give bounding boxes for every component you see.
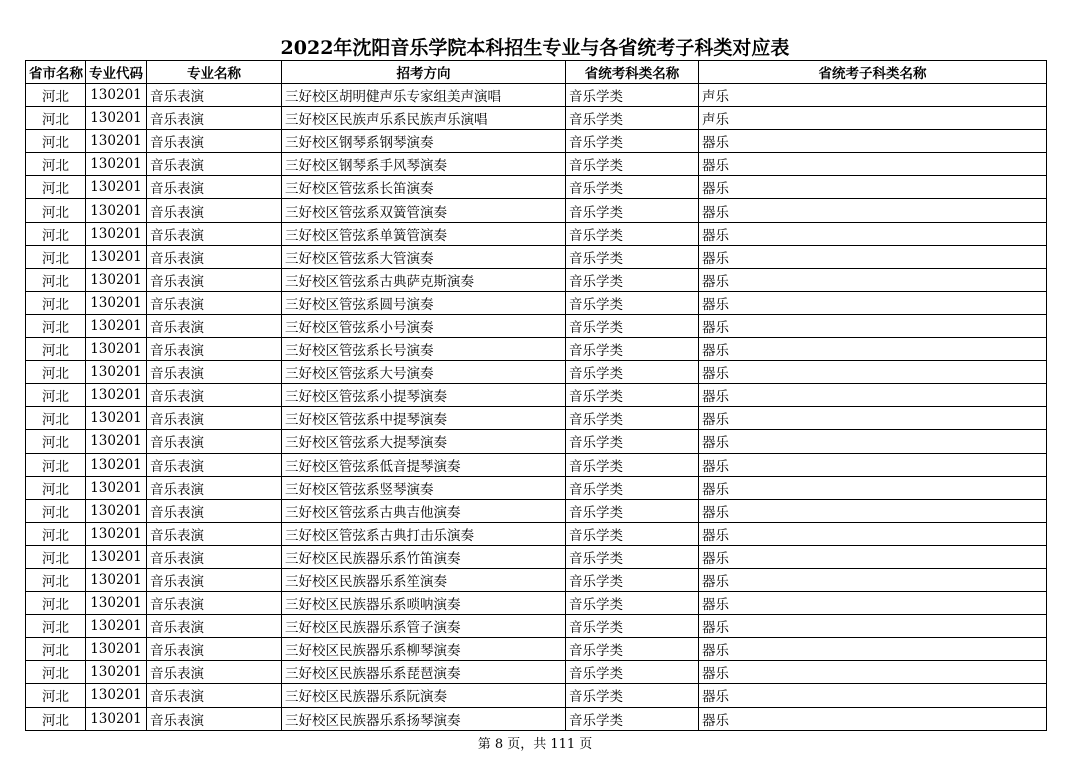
cell-subcategory: 器乐 <box>699 268 1047 291</box>
table-row <box>26 430 1047 453</box>
table-row <box>26 661 1047 684</box>
cell-major-code: 130201 <box>86 245 147 268</box>
cell-category: 音乐学类 <box>566 384 699 407</box>
cell-category: 音乐学类 <box>566 107 699 130</box>
cell-direction: 三好校区管弦系小提琴演奏 <box>282 384 566 407</box>
cell-major-name: 音乐表演 <box>147 361 282 384</box>
cell-direction: 三好校区民族器乐系唢呐演奏 <box>282 592 566 615</box>
table-row <box>26 314 1047 337</box>
cell-province: 河北 <box>26 707 86 730</box>
table-row <box>26 407 1047 430</box>
cell-subcategory: 器乐 <box>699 638 1047 661</box>
cell-major-name: 音乐表演 <box>147 268 282 291</box>
cell-major-code: 130201 <box>86 522 147 545</box>
table-row <box>26 592 1047 615</box>
cell-category: 音乐学类 <box>566 338 699 361</box>
cell-major-code: 130201 <box>86 499 147 522</box>
cell-direction: 三好校区管弦系圆号演奏 <box>282 291 566 314</box>
cell-major-code: 130201 <box>86 638 147 661</box>
cell-direction: 三好校区管弦系低音提琴演奏 <box>282 453 566 476</box>
table-row <box>26 499 1047 522</box>
cell-province: 河北 <box>26 176 86 199</box>
cell-major-name: 音乐表演 <box>147 661 282 684</box>
table-row <box>26 384 1047 407</box>
cell-direction: 三好校区民族器乐系竹笛演奏 <box>282 545 566 568</box>
cell-major-name: 音乐表演 <box>147 130 282 153</box>
cell-province: 河北 <box>26 199 86 222</box>
cell-major-code: 130201 <box>86 361 147 384</box>
cell-category: 音乐学类 <box>566 430 699 453</box>
cell-category: 音乐学类 <box>566 522 699 545</box>
cell-major-name: 音乐表演 <box>147 453 282 476</box>
cell-direction: 三好校区民族器乐系扬琴演奏 <box>282 707 566 730</box>
cell-direction: 三好校区民族器乐系管子演奏 <box>282 615 566 638</box>
cell-direction: 三好校区民族声乐系民族声乐演唱 <box>282 107 566 130</box>
cell-category: 音乐学类 <box>566 638 699 661</box>
cell-province: 河北 <box>26 499 86 522</box>
cell-major-code: 130201 <box>86 153 147 176</box>
cell-category: 音乐学类 <box>566 707 699 730</box>
cell-major-code: 130201 <box>86 268 147 291</box>
table-row <box>26 522 1047 545</box>
cell-province: 河北 <box>26 407 86 430</box>
cell-major-name: 音乐表演 <box>147 499 282 522</box>
table-row <box>26 638 1047 661</box>
cell-subcategory: 器乐 <box>699 615 1047 638</box>
cell-subcategory: 器乐 <box>699 592 1047 615</box>
cell-province: 河北 <box>26 130 86 153</box>
cell-major-name: 音乐表演 <box>147 638 282 661</box>
cell-major-code: 130201 <box>86 615 147 638</box>
cell-category: 音乐学类 <box>566 568 699 591</box>
cell-subcategory: 器乐 <box>699 222 1047 245</box>
cell-subcategory: 器乐 <box>699 153 1047 176</box>
cell-direction: 三好校区民族器乐系柳琴演奏 <box>282 638 566 661</box>
table-row <box>26 476 1047 499</box>
cell-major-code: 130201 <box>86 707 147 730</box>
cell-subcategory: 器乐 <box>699 291 1047 314</box>
cell-direction: 三好校区胡明健声乐专家组美声演唱 <box>282 84 566 107</box>
cell-province: 河北 <box>26 568 86 591</box>
cell-major-code: 130201 <box>86 84 147 107</box>
header-subcategory: 省统考子科类名称 <box>699 61 1047 84</box>
cell-subcategory: 器乐 <box>699 568 1047 591</box>
cell-major-code: 130201 <box>86 130 147 153</box>
table-row <box>26 222 1047 245</box>
cell-major-code: 130201 <box>86 291 147 314</box>
admissions-table <box>25 60 1047 731</box>
cell-major-code: 130201 <box>86 222 147 245</box>
cell-province: 河北 <box>26 84 86 107</box>
cell-province: 河北 <box>26 153 86 176</box>
cell-direction: 三好校区管弦系古典萨克斯演奏 <box>282 268 566 291</box>
cell-direction: 三好校区管弦系古典打击乐演奏 <box>282 522 566 545</box>
cell-direction: 三好校区钢琴系手风琴演奏 <box>282 153 566 176</box>
cell-province: 河北 <box>26 522 86 545</box>
cell-province: 河北 <box>26 661 86 684</box>
cell-direction: 三好校区管弦系双簧管演奏 <box>282 199 566 222</box>
cell-major-code: 130201 <box>86 338 147 361</box>
cell-major-code: 130201 <box>86 199 147 222</box>
cell-major-name: 音乐表演 <box>147 545 282 568</box>
cell-province: 河北 <box>26 314 86 337</box>
cell-category: 音乐学类 <box>566 314 699 337</box>
cell-major-code: 130201 <box>86 407 147 430</box>
cell-direction: 三好校区民族器乐系阮演奏 <box>282 684 566 707</box>
table-row <box>26 130 1047 153</box>
cell-major-name: 音乐表演 <box>147 707 282 730</box>
cell-major-name: 音乐表演 <box>147 153 282 176</box>
cell-category: 音乐学类 <box>566 407 699 430</box>
cell-subcategory: 器乐 <box>699 361 1047 384</box>
cell-category: 音乐学类 <box>566 361 699 384</box>
cell-subcategory: 器乐 <box>699 661 1047 684</box>
cell-subcategory: 器乐 <box>699 338 1047 361</box>
cell-province: 河北 <box>26 476 86 499</box>
table-row <box>26 684 1047 707</box>
table-row <box>26 707 1047 730</box>
table-row <box>26 615 1047 638</box>
table-row <box>26 176 1047 199</box>
table-row <box>26 291 1047 314</box>
cell-major-code: 130201 <box>86 453 147 476</box>
cell-province: 河北 <box>26 338 86 361</box>
cell-category: 音乐学类 <box>566 222 699 245</box>
cell-province: 河北 <box>26 638 86 661</box>
table-row <box>26 245 1047 268</box>
cell-category: 音乐学类 <box>566 592 699 615</box>
cell-province: 河北 <box>26 684 86 707</box>
header-row <box>26 61 1047 84</box>
cell-subcategory: 器乐 <box>699 684 1047 707</box>
header-direction: 招考方向 <box>282 61 566 84</box>
cell-province: 河北 <box>26 291 86 314</box>
cell-major-name: 音乐表演 <box>147 245 282 268</box>
cell-major-code: 130201 <box>86 568 147 591</box>
table-row <box>26 268 1047 291</box>
cell-major-name: 音乐表演 <box>147 522 282 545</box>
cell-province: 河北 <box>26 245 86 268</box>
cell-category: 音乐学类 <box>566 268 699 291</box>
cell-subcategory: 器乐 <box>699 245 1047 268</box>
table-row <box>26 107 1047 130</box>
cell-category: 音乐学类 <box>566 499 699 522</box>
cell-direction: 三好校区管弦系长号演奏 <box>282 338 566 361</box>
page-title: 2022年沈阳音乐学院本科招生专业与各省统考子科类对应表 <box>280 37 790 59</box>
cell-province: 河北 <box>26 268 86 291</box>
cell-direction: 三好校区钢琴系钢琴演奏 <box>282 130 566 153</box>
cell-direction: 三好校区管弦系单簧管演奏 <box>282 222 566 245</box>
cell-major-name: 音乐表演 <box>147 407 282 430</box>
table-row <box>26 361 1047 384</box>
cell-category: 音乐学类 <box>566 661 699 684</box>
cell-category: 音乐学类 <box>566 476 699 499</box>
cell-subcategory: 器乐 <box>699 430 1047 453</box>
cell-category: 音乐学类 <box>566 84 699 107</box>
cell-direction: 三好校区管弦系竖琴演奏 <box>282 476 566 499</box>
cell-major-name: 音乐表演 <box>147 430 282 453</box>
header-province: 省市名称 <box>26 61 86 84</box>
cell-major-code: 130201 <box>86 384 147 407</box>
cell-major-code: 130201 <box>86 314 147 337</box>
cell-direction: 三好校区民族器乐系笙演奏 <box>282 568 566 591</box>
cell-major-name: 音乐表演 <box>147 568 282 591</box>
cell-major-name: 音乐表演 <box>147 338 282 361</box>
table-row <box>26 545 1047 568</box>
cell-major-name: 音乐表演 <box>147 222 282 245</box>
cell-direction: 三好校区民族器乐系琵琶演奏 <box>282 661 566 684</box>
cell-province: 河北 <box>26 107 86 130</box>
cell-category: 音乐学类 <box>566 199 699 222</box>
cell-category: 音乐学类 <box>566 545 699 568</box>
cell-subcategory: 器乐 <box>699 476 1047 499</box>
cell-major-code: 130201 <box>86 592 147 615</box>
cell-direction: 三好校区管弦系长笛演奏 <box>282 176 566 199</box>
cell-major-name: 音乐表演 <box>147 384 282 407</box>
cell-category: 音乐学类 <box>566 176 699 199</box>
cell-major-name: 音乐表演 <box>147 592 282 615</box>
table-row <box>26 153 1047 176</box>
cell-subcategory: 声乐 <box>699 107 1047 130</box>
cell-subcategory: 器乐 <box>699 130 1047 153</box>
cell-province: 河北 <box>26 545 86 568</box>
cell-direction: 三好校区管弦系大提琴演奏 <box>282 430 566 453</box>
cell-direction: 三好校区管弦系大管演奏 <box>282 245 566 268</box>
cell-major-code: 130201 <box>86 176 147 199</box>
page-footer: 第 8 页，共 111 页 <box>477 737 593 752</box>
table-row <box>26 199 1047 222</box>
cell-direction: 三好校区管弦系中提琴演奏 <box>282 407 566 430</box>
cell-category: 音乐学类 <box>566 245 699 268</box>
header-category: 省统考科类名称 <box>566 61 699 84</box>
cell-subcategory: 器乐 <box>699 384 1047 407</box>
cell-category: 音乐学类 <box>566 291 699 314</box>
header-major-code: 专业代码 <box>86 61 147 84</box>
cell-province: 河北 <box>26 453 86 476</box>
cell-major-name: 音乐表演 <box>147 476 282 499</box>
cell-subcategory: 器乐 <box>699 499 1047 522</box>
cell-major-name: 音乐表演 <box>147 84 282 107</box>
cell-subcategory: 器乐 <box>699 707 1047 730</box>
cell-subcategory: 器乐 <box>699 545 1047 568</box>
cell-subcategory: 声乐 <box>699 84 1047 107</box>
cell-subcategory: 器乐 <box>699 522 1047 545</box>
cell-major-code: 130201 <box>86 476 147 499</box>
cell-category: 音乐学类 <box>566 453 699 476</box>
cell-province: 河北 <box>26 592 86 615</box>
cell-province: 河北 <box>26 384 86 407</box>
cell-subcategory: 器乐 <box>699 453 1047 476</box>
cell-major-name: 音乐表演 <box>147 291 282 314</box>
cell-subcategory: 器乐 <box>699 176 1047 199</box>
cell-major-code: 130201 <box>86 661 147 684</box>
cell-major-name: 音乐表演 <box>147 684 282 707</box>
cell-direction: 三好校区管弦系小号演奏 <box>282 314 566 337</box>
cell-major-code: 130201 <box>86 430 147 453</box>
cell-province: 河北 <box>26 361 86 384</box>
cell-major-code: 130201 <box>86 545 147 568</box>
cell-category: 音乐学类 <box>566 153 699 176</box>
cell-direction: 三好校区管弦系大号演奏 <box>282 361 566 384</box>
cell-major-name: 音乐表演 <box>147 176 282 199</box>
cell-major-code: 130201 <box>86 107 147 130</box>
table-row <box>26 453 1047 476</box>
cell-direction: 三好校区管弦系古典吉他演奏 <box>282 499 566 522</box>
table-row <box>26 338 1047 361</box>
cell-major-name: 音乐表演 <box>147 199 282 222</box>
cell-category: 音乐学类 <box>566 130 699 153</box>
cell-major-name: 音乐表演 <box>147 615 282 638</box>
cell-province: 河北 <box>26 222 86 245</box>
header-major-name: 专业名称 <box>147 61 282 84</box>
cell-subcategory: 器乐 <box>699 199 1047 222</box>
cell-province: 河北 <box>26 615 86 638</box>
cell-major-name: 音乐表演 <box>147 107 282 130</box>
cell-province: 河北 <box>26 430 86 453</box>
cell-subcategory: 器乐 <box>699 314 1047 337</box>
cell-category: 音乐学类 <box>566 615 699 638</box>
table-row <box>26 568 1047 591</box>
cell-major-name: 音乐表演 <box>147 314 282 337</box>
cell-major-code: 130201 <box>86 684 147 707</box>
cell-category: 音乐学类 <box>566 684 699 707</box>
cell-subcategory: 器乐 <box>699 407 1047 430</box>
table-row <box>26 84 1047 107</box>
